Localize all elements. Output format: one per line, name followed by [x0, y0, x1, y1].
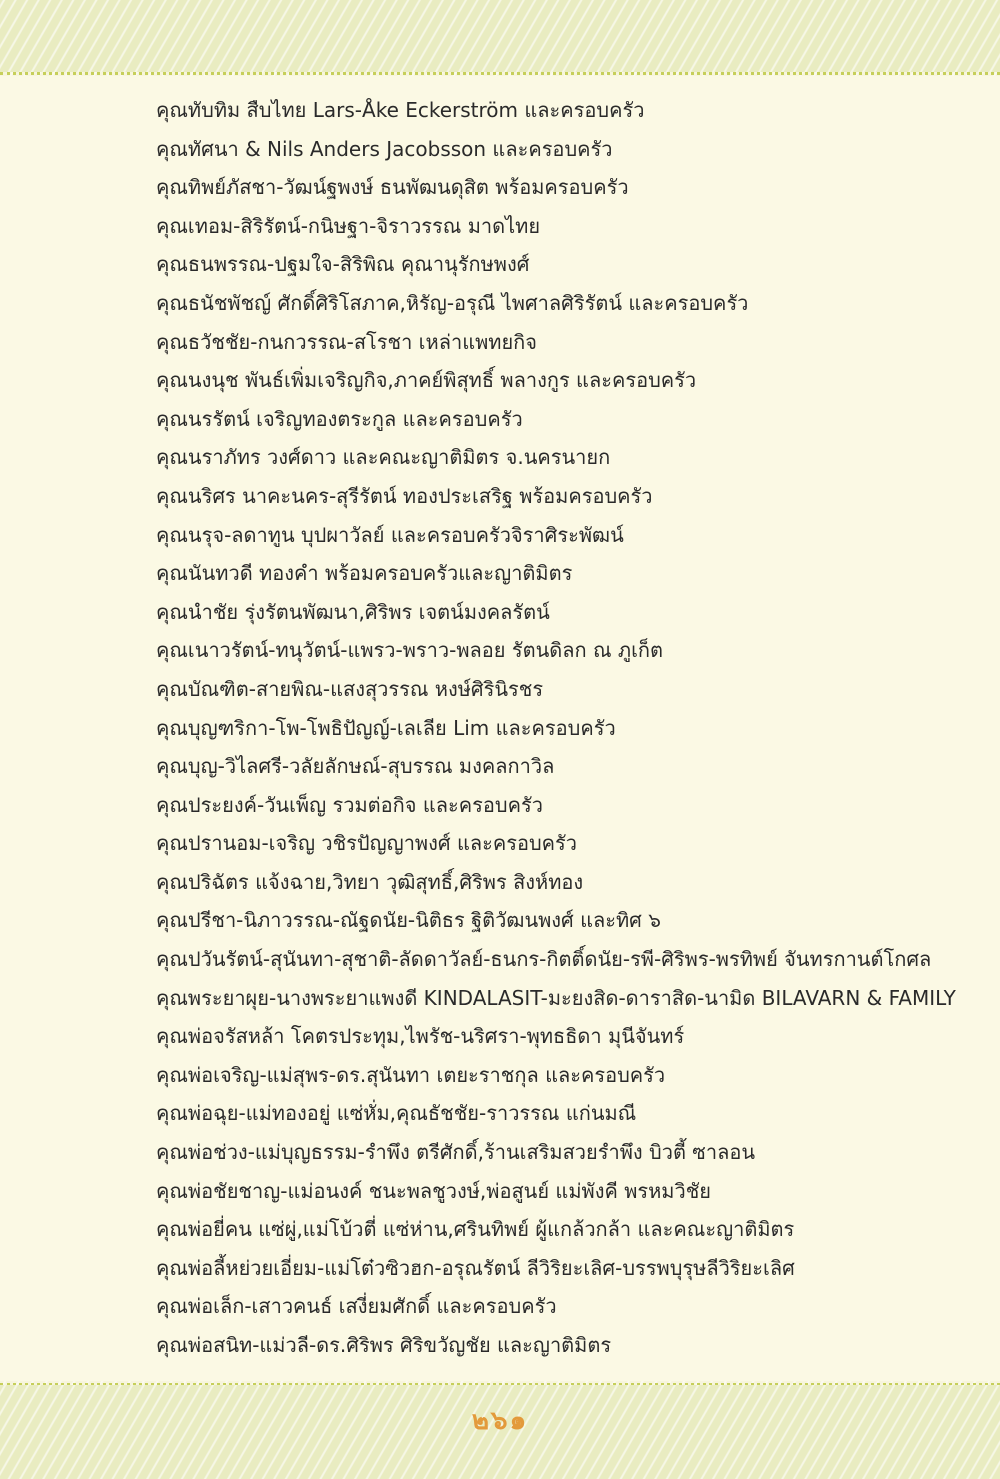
donor-name-line: คุณเทอม-สิริรัตน์-กนิษฐา-จิราวรรณ มาดไทย [156, 213, 541, 238]
donor-name-line: คุณบัณฑิต-สายพิณ-แสงสุวรรณ หงษ์ศิรินิรชร [156, 676, 544, 701]
donor-name-line: คุณพ่อช่วง-แม่บุญธรรม-รำพึง ตรีศักดิ์,ร้านเสริมสวยรำพึง บิวตี้ ซาลอน [156, 1140, 756, 1165]
top-dotted-rule [0, 72, 1000, 75]
donor-name-line: คุณทิพย์ภัสชา-วัฒน์ฐพงษ์ ธนพัฒนดุสิต พร้อมครอบครัว [156, 175, 629, 200]
donor-name-line: คุณพระยาผุย-นางพระยาแพงดี KINDALASIT-มะยงสิด-ดาราสิด-นามิด BILAVARN & FAMILY [156, 985, 956, 1010]
donor-name-line: คุณนำชัย รุ่งรัตนพัฒนา,ศิริพร เจตน์มงคลรัตน์ [156, 599, 550, 624]
donor-name-line: คุณพ่อยี่คน แซ่ผู่,แม่โบ้วตี่ แซ่ห่าน,ศรินทิพย์ ผู้แกล้วกล้า และคณะญาติมิตร [156, 1217, 795, 1242]
donor-name-line: คุณธนพรรณ-ปฐมใจ-สิริพิณ คุณานุรักษพงศ์ [156, 252, 530, 277]
donor-name-line: คุณทับทิม สืบไทย Lars-Åke Eckerström และครอบครัว [156, 98, 645, 122]
page-content [0, 76, 1000, 1381]
donor-name-line: คุณปรีชา-นิภาวรรณ-ณัฐดนัย-นิติธร ฐิติวัฒนพงศ์ และทิศ ๖ [156, 908, 661, 933]
donor-name-line: คุณพ่อเล็ก-เสาวคนธ์ เสงี่ยมศักดิ์ และครอบครัว [156, 1294, 557, 1319]
donor-name-line: คุณพ่อสนิท-แม่วลี-ดร.ศิริพร ศิริขวัญชัย และญาติมิตร [156, 1333, 612, 1357]
donor-name-line: คุณพ่อฉุย-แม่ทองอยู่ แซ่หั่ม,คุณธัชชัย-ราวรรณ แก่นมณี [156, 1101, 637, 1126]
donor-name-line: คุณพ่อชัยชาญ-แม่อนงค์ ชนะพลชูวงษ์,พ่อสูนย์ แม่พังคี พรหมวิชัย [156, 1178, 712, 1203]
donor-name-line: คุณนงนุช พันธ์เพิ่มเจริญกิจ,ภาคย์พิสุทธิ์ พลางกูร และครอบครัว [156, 368, 697, 393]
donor-name-line: คุณนรรัตน์ เจริญทองตระกูล และครอบครัว [156, 406, 523, 431]
donor-name-line: คุณพ่อจรัสหล้า โคตรประทุม,ไพรัช-นริศรา-พุทธธิดา มุนีจันทร์ [156, 1024, 685, 1049]
donor-name-list [156, 91, 986, 1365]
donor-name-line: คุณนริศร นาคะนคร-สุรีรัตน์ ทองประเสริฐ พร้อมครอบครัว [156, 483, 653, 508]
donor-name-line: คุณบุญ-วิไลศรี-วลัยลักษณ์-สุบรรณ มงคลกาวิล [156, 754, 555, 779]
donor-name-line: คุณปรานอม-เจริญ วชิรปัญญาพงศ์ และครอบครัว [156, 831, 578, 856]
donor-name-line: คุณธนัชพัชญ์ ศักดิ์ศิริโสภาค,หิรัญ-อรุณี ไพศาลศิริรัตน์ และครอบครัว [156, 290, 749, 315]
donor-name-line: คุณบุญฑริกา-โพ-โพธิปัญญ์-เลเลีย Lim และครอบครัว [156, 715, 616, 740]
donor-name-line: คุณปวันรัตน์-สุนันทา-สุชาติ-ลัดดาวัลย์-ธนกร-กิตติ์ดนัย-รพี-ศิริพร-พรทิพย์ จันทรกานต์โกศล [156, 947, 932, 972]
donor-name-line: คุณเนาวรัตน์-ทนุวัตน์-แพรว-พราว-พลอย รัตนดิลก ณ ภูเก็ต [156, 638, 664, 663]
donor-name-line: คุณพ่อลี้หย่วยเอี่ยม-แม่โต๋วซิวฮก-อรุณรัตน์ ลีวิริยะเลิศ-บรรพบุรุษลีวิริยะเลิศ [156, 1255, 795, 1280]
donor-name-line: คุณนรุจ-ลดาทูน บุปผาวัลย์ และครอบครัวจิราศิระพัฒน์ [156, 522, 624, 547]
donor-name-line: คุณปริฉัตร แจ้งฉาย,วิทยา วุฒิสุทธิ์,ศิริพร สิงห์ทอง [156, 869, 584, 894]
donor-name-line: คุณทัศนา & Nils Anders Jacobsson และครอบครัว [156, 136, 613, 161]
donor-name-line: คุณนราภัทร วงศ์ดาว และคณะญาติมิตร จ.นครนายก [156, 445, 611, 470]
donor-name-line: คุณธวัชชัย-กนกวรรณ-สโรชา เหล่าแพทยกิจ [156, 329, 537, 354]
top-decorative-band [0, 0, 1000, 72]
donor-name-line: คุณพ่อเจริญ-แม่สุพร-ดร.สุนันทา เตยะราชกุล และครอบครัว [156, 1062, 666, 1087]
donor-name-line: คุณประยงค์-วันเพ็ญ รวมต่อกิจ และครอบครัว [156, 792, 543, 817]
page-number: ๒๖๑ [471, 1406, 529, 1436]
donor-name-line: คุณนันทวดี ทองคำ พร้อมครอบครัวและญาติมิตร [156, 561, 573, 586]
